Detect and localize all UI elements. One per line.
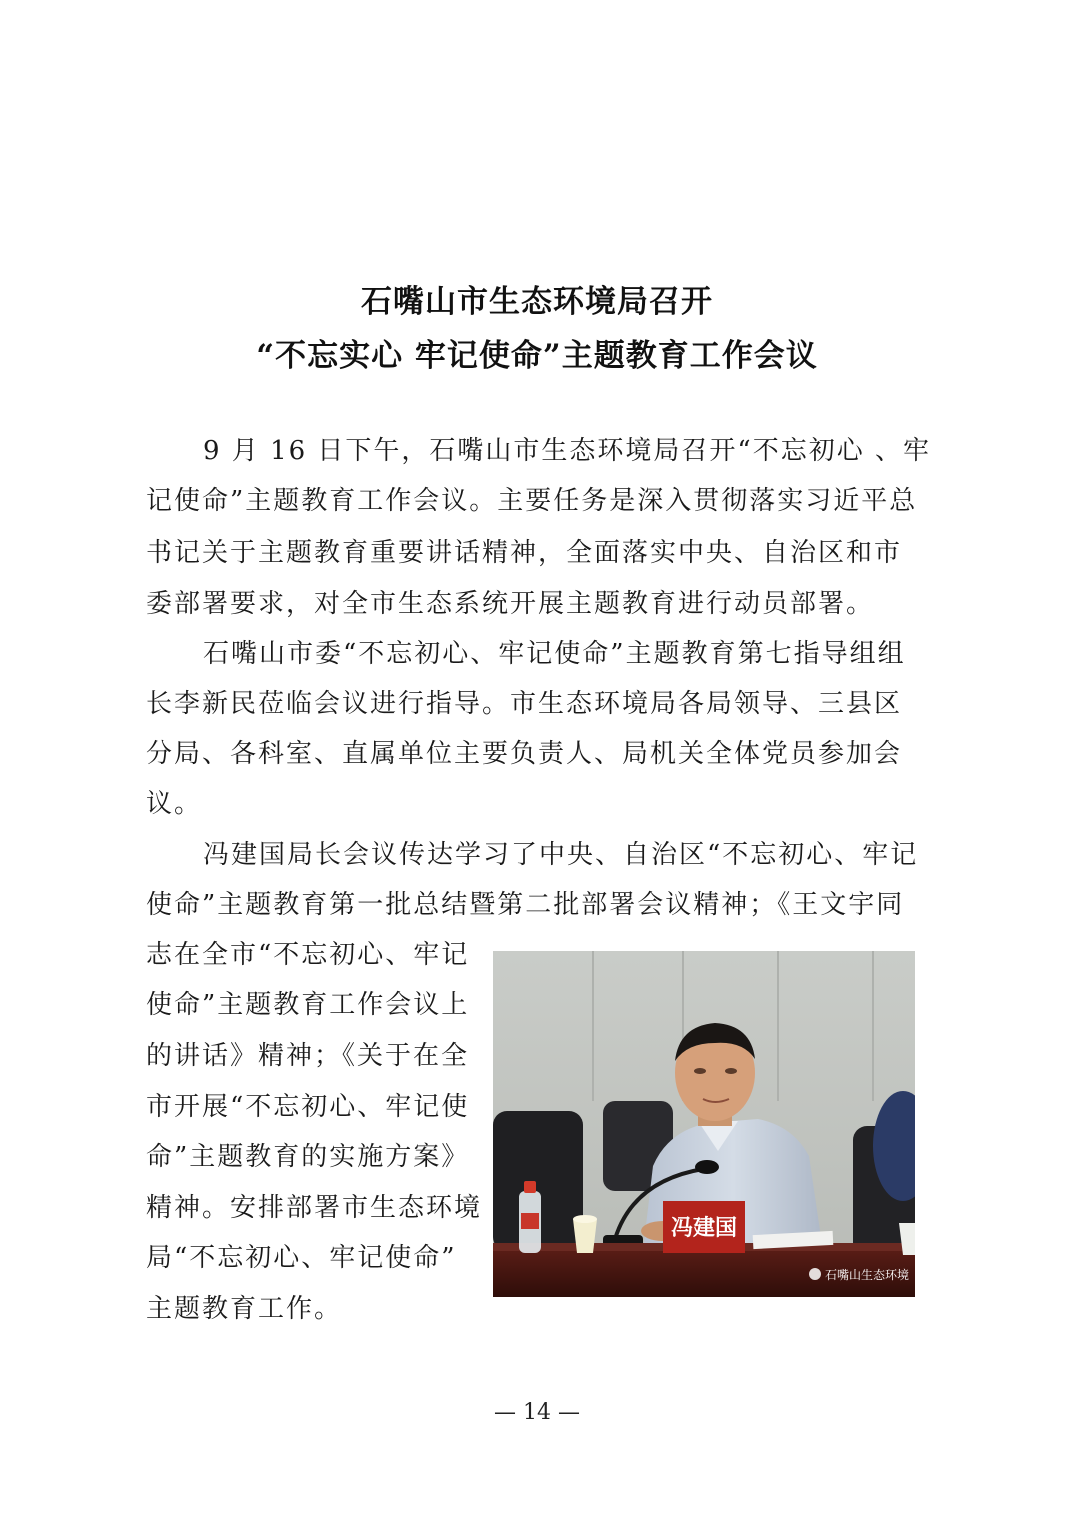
body-line: 石嘴山市委“不忘初心、牢记使命”主题教育第七指导组组 xyxy=(203,639,906,669)
meeting-photo xyxy=(493,951,915,1297)
body-line: 命”主题教育的实施方案》 xyxy=(146,1142,470,1172)
body-line: 冯建国局长会议传达学习了中央、自治区“不忘初心、牢记 xyxy=(203,840,919,870)
body-line: 长李新民莅临会议进行指导。市生态环境局各局领导、三县区 xyxy=(146,689,903,719)
article-title-line1: 石嘴山市生态环境局召开 xyxy=(361,284,713,320)
article-title-line2: “不忘实心 牢记使命”主题教育工作会议 xyxy=(256,338,818,374)
body-line: 精神。安排部署市生态环境 xyxy=(146,1193,483,1223)
photo-watermark: 石嘴山生态环境 xyxy=(825,1268,910,1282)
page-number: — 14 — xyxy=(494,1400,580,1425)
body-line: 议。 xyxy=(146,789,203,819)
body-line: 使命”主题教育工作会议上 xyxy=(146,990,470,1020)
wechat-icon xyxy=(809,1268,821,1280)
body-line: 委部署要求，对全市生态系统开展主题教育进行动员部署。 xyxy=(146,589,875,619)
body-line: 的讲话》精神；《关于在全 xyxy=(146,1041,470,1071)
body-line: 志在全市“不忘初心、牢记 xyxy=(146,940,470,970)
body-line: 分局、各科室、直属单位主要负责人、局机关全体党员参加会 xyxy=(146,739,903,769)
body-line: 使命”主题教育第一批总结暨第二批部署会议精神；《王文宇同 xyxy=(146,890,905,920)
body-line: 记使命”主题教育工作会议。主要任务是深入贯彻落实习近平总 xyxy=(146,486,918,516)
nameplate-text: 冯建国 xyxy=(670,1215,738,1241)
body-line: 主题教育工作。 xyxy=(146,1294,343,1324)
body-line: 9 月 16 日下午，石嘴山市生态环境局召开“不忘初心 、牢 xyxy=(203,436,931,466)
body-line: 局“不忘初心、牢记使命” xyxy=(146,1243,457,1273)
body-line: 书记关于主题教育重要讲话精神，全面落实中央、自治区和市 xyxy=(146,538,903,568)
body-line: 市开展“不忘初心、牢记使 xyxy=(146,1092,470,1122)
